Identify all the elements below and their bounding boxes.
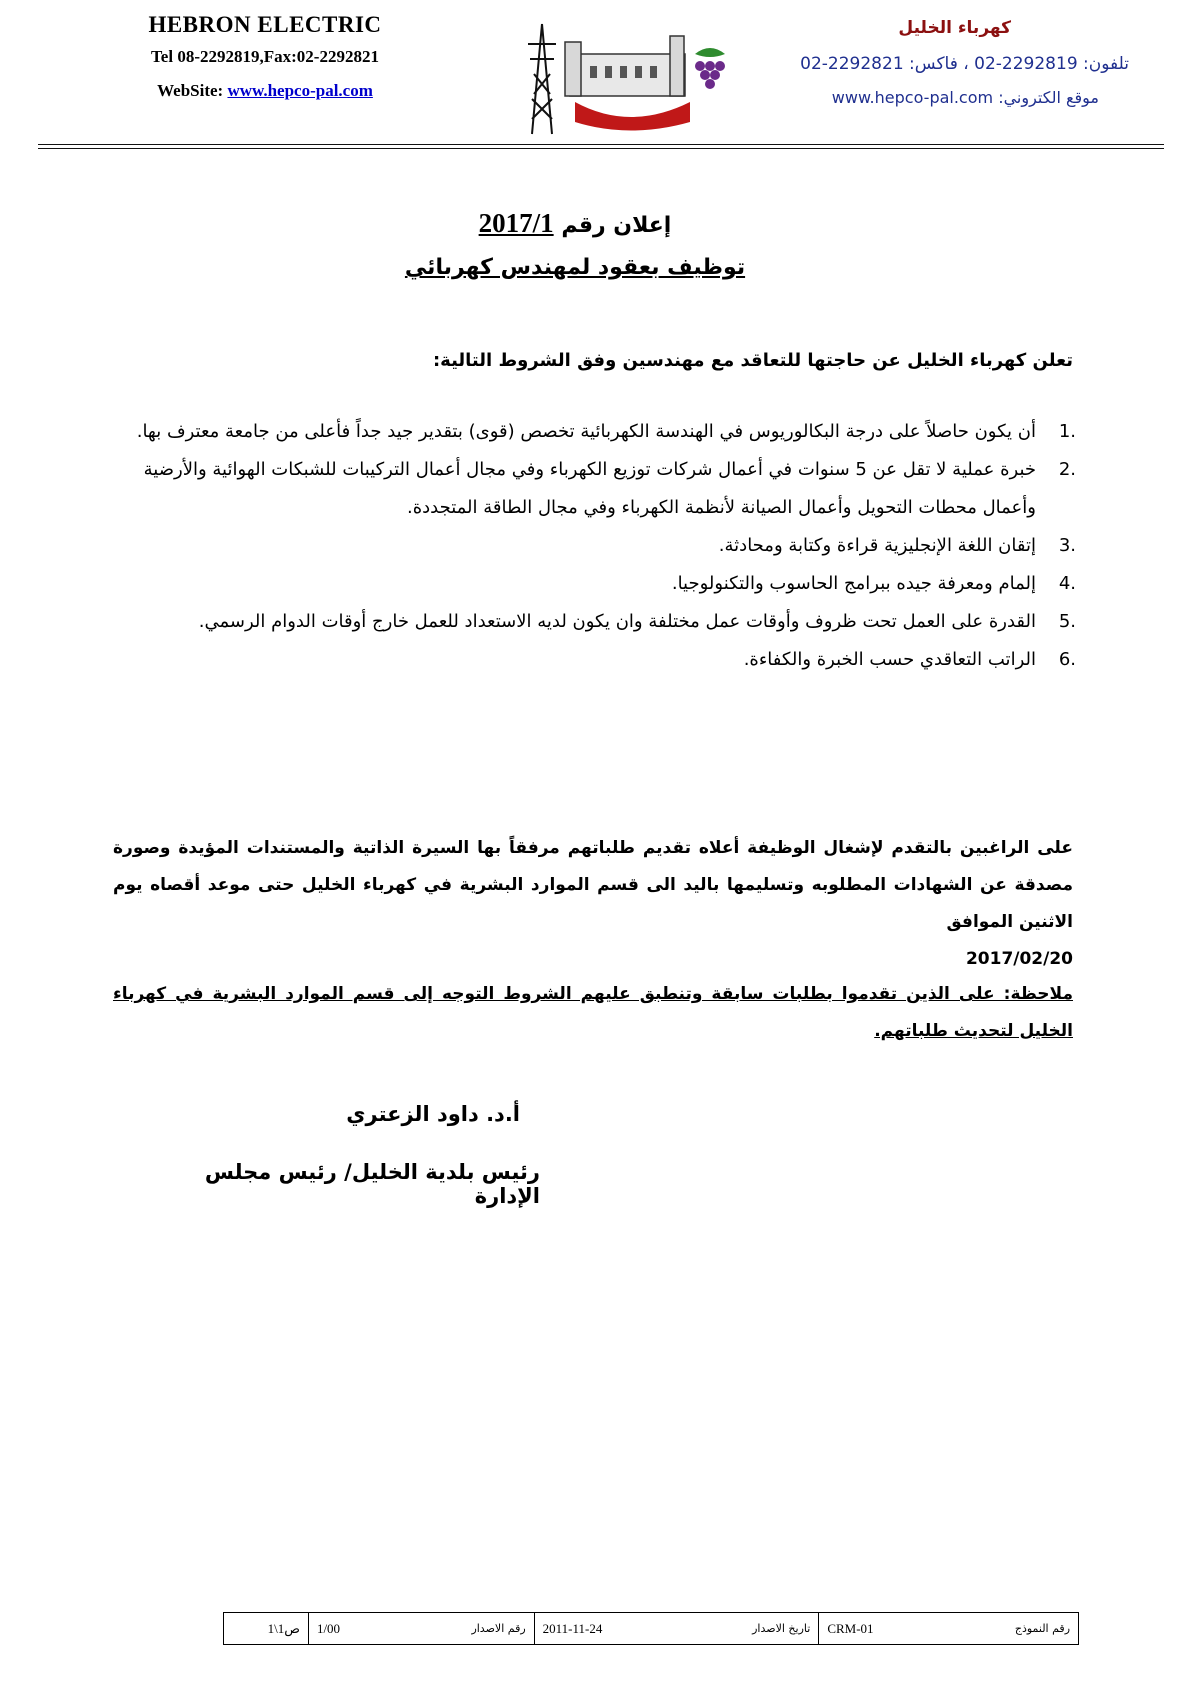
hebron-municipality-logo: [520, 14, 735, 139]
company-name-arabic: كهرباء الخليل: [898, 18, 1011, 38]
website-english: [100, 81, 430, 101]
issue-number-label: رقم الاصدار: [471, 1622, 526, 1635]
form-number-value: CRM-01: [827, 1620, 874, 1636]
header-arabic-block: [749, 18, 1129, 107]
requirement-item: [106, 603, 1076, 641]
issue-date-value: 2011-11-24: [542, 1620, 603, 1636]
requirement-item: [106, 565, 1076, 603]
page-number-value: ص1\1: [267, 1620, 300, 1636]
requirement-item: [106, 527, 1076, 565]
signatory-title: رئيس بلدية الخليل/ رئيس مجلس الإدارة: [204, 1160, 540, 1208]
requirement-number: 3.: [1058, 535, 1076, 556]
requirement-number: 1.: [1058, 421, 1076, 442]
company-name-english: HEBRON ELECTRIC: [148, 12, 382, 37]
requirement-text: إلمام ومعرفة جيده ببرامج الحاسوب والتكنولوجيا.: [671, 573, 1036, 594]
application-deadline: 2017/02/20: [965, 949, 1073, 969]
contact-numbers-english: Tel 08-2292819,Fax:02-2292821: [151, 47, 379, 66]
issue-date-cell: [534, 1613, 819, 1645]
requirement-number: 5.: [1058, 611, 1076, 632]
form-number-label: رقم النموذج: [1014, 1622, 1070, 1635]
requirement-item: [106, 413, 1076, 451]
website-link[interactable]: www.hepco-pal.com: [227, 81, 373, 100]
signatory-name: أ.د. داود الزعتري: [346, 1102, 520, 1126]
requirement-item: [106, 451, 1076, 527]
document-control-table: [223, 1612, 1079, 1645]
requirement-text: خبرة عملية لا تقل عن 5 سنوات في أعمال شركات توزيع الكهرباء وفي مجال أعمال التركيبات للشبكات الهوائية والأرضية وأعمال محطات التحويل وأعمال الصيانة لأنظمة الكهرباء وفي مجال الطاقة المتجددة.: [143, 459, 1036, 518]
requirement-text: القدرة على العمل تحت ظروف وأوقات عمل مختلفة وان يكون لديه الاستعداد للعمل خارج أوقات الدوام الرسمي.: [198, 611, 1036, 632]
header-divider-bottom: [38, 148, 1164, 149]
announcement-number-prefix: إعلان رقم: [561, 213, 672, 238]
requirement-number: 4.: [1058, 573, 1076, 594]
header-english-block: [100, 12, 430, 101]
website-label: WebSite:: [157, 81, 224, 100]
requirement-number: 2.: [1058, 459, 1076, 480]
website-arabic: موقع الكتروني: www.hepco-pal.com: [831, 88, 1099, 107]
requirement-number: 6.: [1058, 649, 1076, 670]
announcement-subject: توظيف بعقود لمهندس كهربائي: [404, 255, 746, 280]
requirement-text: الراتب التعاقدي حسب الخبرة والكفاءة.: [743, 649, 1036, 670]
form-number-cell: [819, 1613, 1079, 1645]
contact-numbers-arabic: تلفون: 2292819-02 ، فاكس: 2292821-02: [800, 54, 1129, 74]
announcement-number: [0, 208, 1150, 239]
issue-date-label: تاريخ الاصدار: [752, 1622, 811, 1635]
previous-applicants-note: ملاحظة: على الذين تقدموا بطلبات سابقة وتنطبق عليهم الشروط التوجه إلى قسم الموارد البشرية في كهرباء الخليل لتحديث طلباتهم.: [113, 984, 1073, 1041]
announcement-number-value: 2017/1: [478, 208, 554, 238]
announcement-intro: تعلن كهرباء الخليل عن حاجتها للتعاقد مع مهندسين وفق الشروط التالية:: [432, 350, 1073, 371]
page-number-cell: [224, 1613, 309, 1645]
issue-number-cell: [308, 1613, 534, 1645]
header-divider-top: [38, 144, 1164, 145]
requirements-list: [106, 413, 1076, 679]
application-text: على الراغبين بالتقدم لإشغال الوظيفة أعلاه تقديم طلباتهم مرفقاً بها السيرة الذاتية والمستندات المؤيدة وصورة مصدقة عن الشهادات المطلوبه وتسليمها باليد الى قسم الموارد البشرية في كهرباء الخليل حتى موعد أقصاه يوم الاثنين الموافق: [113, 838, 1073, 932]
requirement-item: [106, 641, 1076, 679]
requirement-text: أن يكون حاصلاً على درجة البكالوريوس في الهندسة الكهربائية تخصص (قوى) بتقدير جيد جداً فأعلى من جامعة معترف بها.: [136, 421, 1036, 442]
requirement-text: إتقان اللغة الإنجليزية قراءة وكتابة ومحادثة.: [718, 535, 1036, 556]
issue-number-value: 1/00: [316, 1620, 341, 1636]
application-instructions: [113, 830, 1073, 978]
